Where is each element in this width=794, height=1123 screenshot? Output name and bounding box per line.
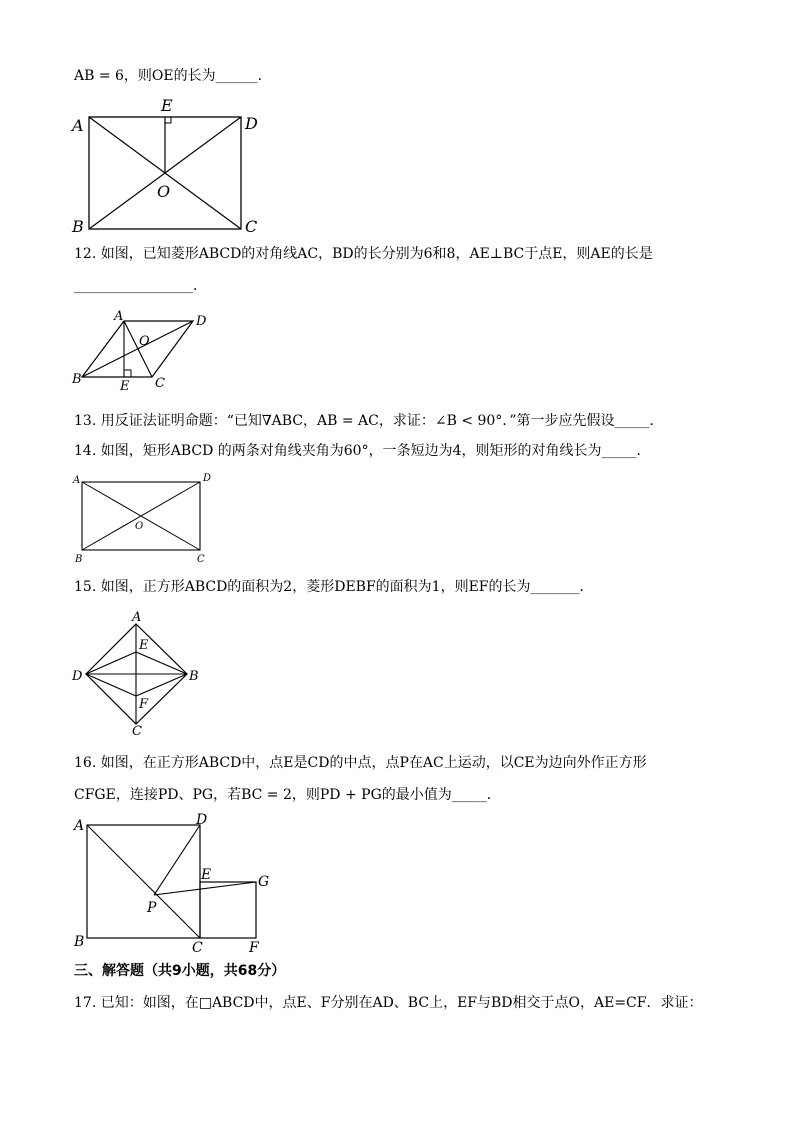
q12-text-line1: 12. 如图，已知菱形ABCD的对角线AC，BD的长分别为6和8，AE⊥BC于点E，则AE的长是: [74, 246, 653, 262]
fig15-label-e: E: [139, 638, 149, 653]
fig16-label-b: B: [74, 934, 85, 950]
fig14-label-b: B: [75, 554, 83, 565]
fig16-label-e: E: [201, 867, 212, 883]
fig16-segment-pd: [154, 825, 200, 895]
fig14-label-o: O: [135, 521, 144, 532]
q11-tail-text: AB = 6，则OE的长为______．: [74, 68, 272, 84]
fig16-label-f: F: [249, 940, 259, 956]
fig15-label-a: A: [132, 610, 142, 625]
fig11-label-e: E: [161, 96, 173, 115]
fig15-label-c: C: [132, 724, 142, 739]
fig12-diag-bd: [82, 321, 193, 377]
figure-15-square-rhombus: [66, 604, 206, 738]
fig16-label-g: G: [258, 874, 270, 890]
fig15-label-d: D: [72, 669, 83, 684]
q14-text: 14. 如图，矩形ABCD 的两条对角线夹角为60°，一条短边为4，则矩形的对角线长为_____．: [74, 443, 651, 459]
fig14-label-a: A: [73, 475, 81, 486]
fig16-label-p: P: [147, 900, 157, 916]
fig12-label-e: E: [120, 379, 130, 394]
fig11-label-a: A: [72, 116, 84, 135]
fig15-label-f: F: [139, 697, 149, 712]
fig16-label-a: A: [74, 818, 85, 834]
fig12-right-angle-mark: [124, 370, 131, 377]
figure-12-rhombus: [66, 306, 216, 394]
fig12-label-a: A: [114, 309, 124, 324]
fig16-diag-ac: [87, 825, 200, 938]
fig16-label-d: D: [196, 812, 208, 828]
fig16-label-c: C: [192, 940, 203, 956]
q16-text-line2: CFGE，连接PD、PG，若BC = 2，则PD + PG的最小值为_____．: [74, 787, 501, 803]
fig12-label-b: B: [72, 372, 82, 387]
fig11-label-d: D: [245, 114, 258, 133]
q13-text: 13. 用反证法证明命题：“已知∇ABC，AB = AC，求证：∠B < 90°．”第一步应先假设_____．: [74, 413, 664, 429]
fig14-label-c: C: [197, 554, 205, 565]
fig12-label-d: D: [196, 314, 207, 329]
fig11-right-angle-mark: [165, 117, 171, 123]
q17-text: 17. 已知：如图，在□ABCD中，点E、F分别在AD、BC上，EF与BD相交于点O，AE=CF．求证：: [74, 995, 703, 1011]
q16-text-line1: 16. 如图，在正方形ABCD中，点E是CD的中点，点P在AC上运动，以CE为边向外作正方形: [74, 755, 647, 771]
section-3-title: 三、解答题（共9小题，共68分）: [74, 963, 286, 979]
fig12-label-o: O: [139, 334, 150, 349]
figure-11-rectangle: [60, 90, 280, 238]
figure-14-rectangle: [68, 468, 218, 566]
fig12-label-c: C: [155, 376, 165, 391]
q12-text-line2: _________________．: [74, 278, 207, 294]
figure-16-squares: [64, 808, 284, 958]
fig11-label-b: B: [72, 217, 84, 236]
fig11-label-c: C: [245, 217, 258, 236]
fig16-square-cfge: [200, 882, 256, 938]
fig14-label-d: D: [203, 473, 212, 484]
q15-text: 15. 如图，正方形ABCD的面积为2，菱形DEBF的面积为1，则EF的长为_______．: [74, 579, 594, 595]
fig16-segment-pg: [154, 882, 256, 895]
fig15-label-b: B: [189, 669, 199, 684]
fig11-label-o: O: [157, 182, 171, 201]
